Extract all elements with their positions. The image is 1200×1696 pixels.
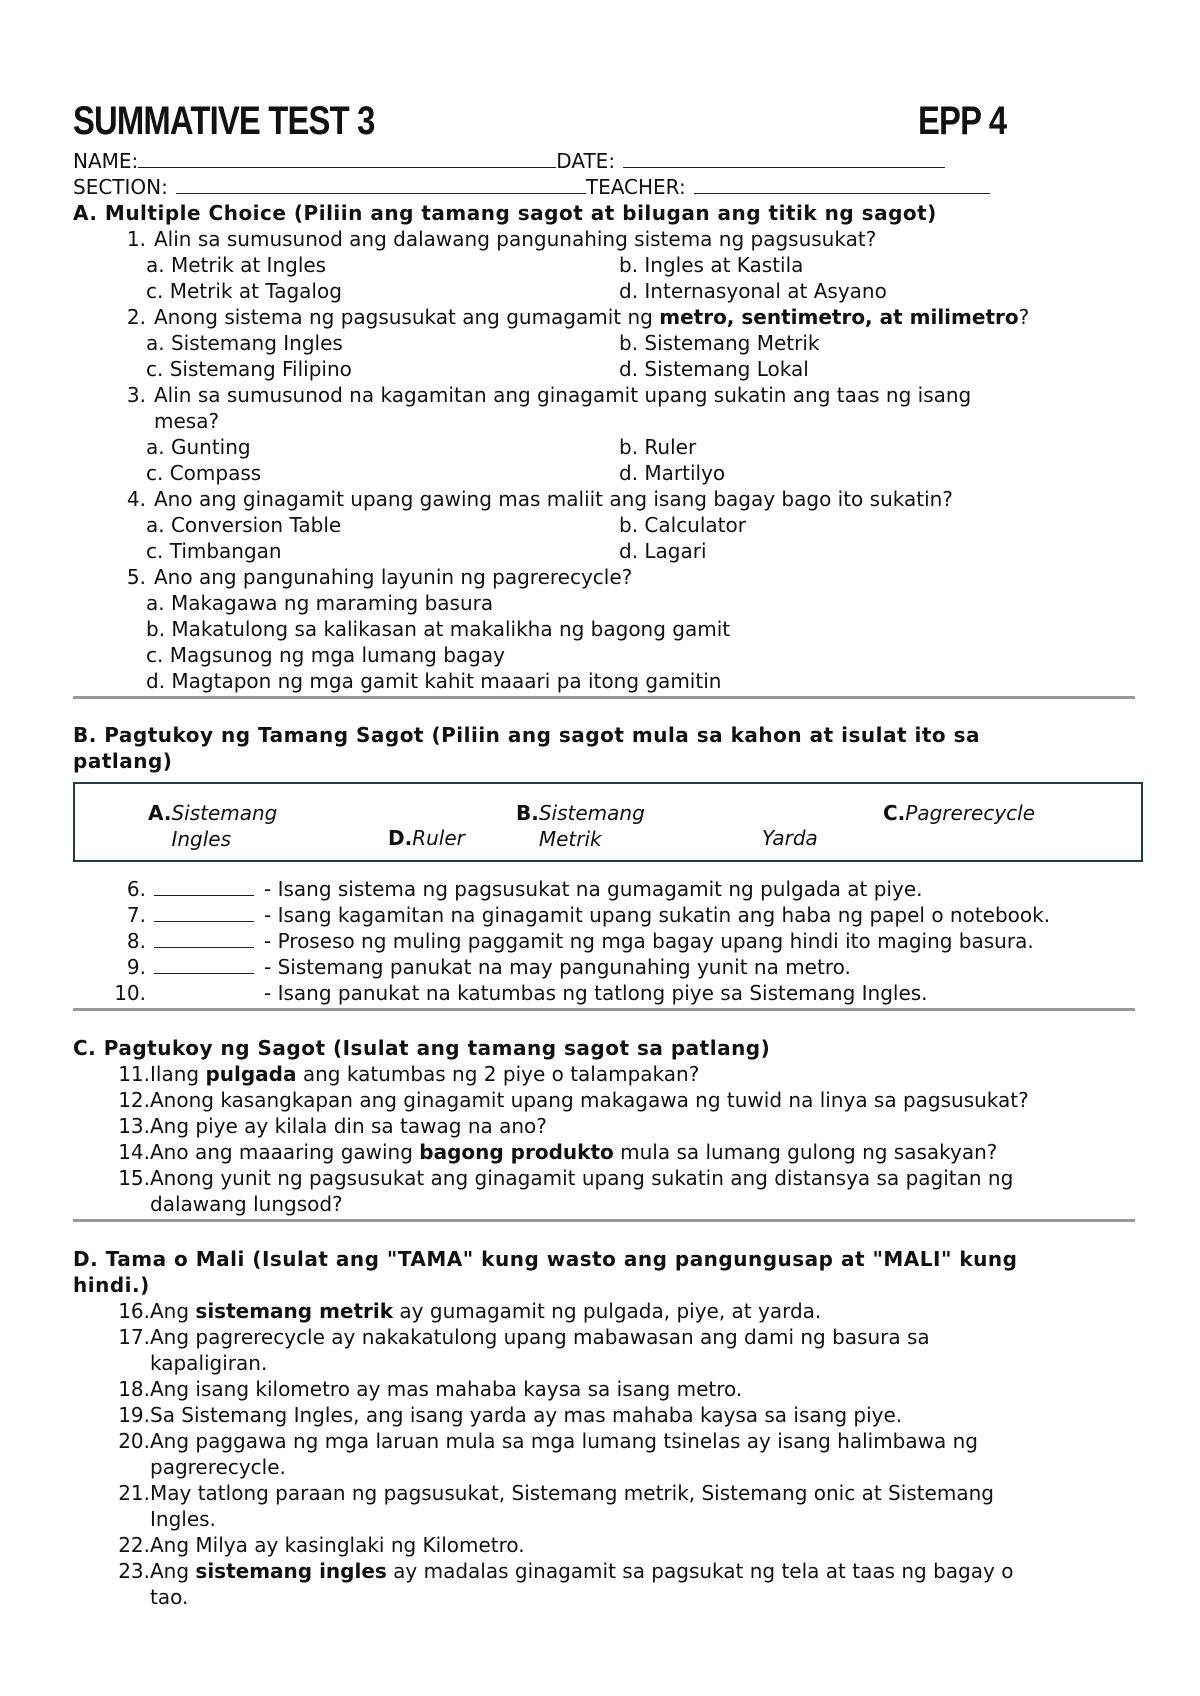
date-label: DATE: (556, 149, 616, 173)
question-2-options (73, 330, 1143, 382)
question-keyword: sistemang ingles (195, 1559, 387, 1583)
option-d[interactable]: d. Martilyo (619, 461, 726, 485)
answer-blank[interactable] (154, 902, 254, 922)
question-number: 20. (118, 1429, 150, 1453)
section-teacher-row (73, 174, 1143, 200)
question-text-end: ay gumagamit ng pulgada, piye, at yarda. (393, 1299, 822, 1323)
subject-title: EPP 4 (918, 99, 1007, 143)
question-text-start: Ang (150, 1559, 196, 1583)
item-6 (73, 876, 1143, 902)
option-c[interactable]: c. Compass (146, 461, 262, 485)
answer-choices-box (73, 782, 1143, 862)
option-a[interactable]: a. Metrik at Ingles (146, 253, 327, 277)
answer-blank[interactable] (154, 928, 254, 948)
question-keyword: pulgada (205, 1062, 297, 1086)
question-11 (73, 1061, 1143, 1087)
question-text-end: ay madalas ginagamit sa pagsukat ng tela at taas ng bagay o (386, 1559, 1014, 1583)
question-line-1: Ang paggawa ng mga laruan mula sa mga lumang tsinelas ay isang halimbawa ng (150, 1429, 978, 1453)
question-text-end: mula sa lumang gulong ng sasakyan? (613, 1140, 998, 1164)
question-line-2: pagrerecycle. (150, 1455, 286, 1479)
question-number: 22. (118, 1533, 150, 1557)
question-keyword: bagong produkto (419, 1140, 614, 1164)
question-21 (73, 1480, 1143, 1532)
title-row (73, 98, 1143, 148)
item-10 (73, 980, 1143, 1006)
item-number: 6. (126, 877, 146, 901)
choice-a (148, 800, 278, 851)
question-4-options (73, 512, 1143, 564)
question-number: 5. (126, 565, 146, 589)
question-number: 15. (118, 1166, 150, 1190)
question-number: 2. (126, 305, 146, 329)
question-5 (73, 564, 1143, 590)
item-text: - Isang sistema ng pagsusukat na gumagamit ng pulgada at piye. (264, 877, 923, 901)
question-text-start: Ang (150, 1299, 196, 1323)
question-20 (73, 1428, 1143, 1480)
heading-line-2: hindi.) (73, 1273, 150, 1297)
section-field[interactable] (176, 174, 586, 194)
question-23 (73, 1558, 1143, 1610)
question-text: Ang piye ay kilala din sa tawag na ano? (150, 1114, 547, 1138)
page-title: SUMMATIVE TEST 3 (73, 99, 375, 143)
question-number: 11. (118, 1062, 150, 1086)
question-text-start: Ano ang maaaring gawing (150, 1140, 420, 1164)
option-b[interactable]: b. Sistemang Metrik (619, 331, 820, 355)
question-keyword: metro, sentimetro, at milimetro (659, 305, 1019, 329)
question-number: 18. (118, 1377, 150, 1401)
option-d[interactable]: d. Lagari (619, 539, 707, 563)
choice-c (883, 800, 1036, 826)
heading-line-1: B. Pagtukoy ng Tamang Sagot (Piliin ang sagot mula sa kahon at isulat ito sa (73, 723, 981, 747)
question-text: Ano ang pangunahing layunin ng pagrerecycle? (154, 565, 633, 589)
question-22 (73, 1532, 1143, 1558)
question-15 (73, 1165, 1143, 1217)
option-b[interactable]: b. Ingles at Kastila (619, 253, 804, 277)
question-text: Ang Milya ay kasinglaki ng Kilometro. (150, 1533, 525, 1557)
teacher-label: TEACHER: (585, 175, 686, 199)
option-d[interactable]: d. Magtapon ng mga gamit kahit maaari pa itong gamitin (146, 669, 722, 693)
item-number: 8. (126, 929, 146, 953)
choice-letter: A. (148, 801, 172, 825)
question-1 (73, 226, 1143, 252)
question-19 (73, 1402, 1143, 1428)
question-number: 14. (118, 1140, 150, 1164)
question-3 (73, 382, 1143, 434)
question-text: Anong kasangkapan ang ginagamit upang makagawa ng tuwid na linya sa pagsusukat? (150, 1088, 1029, 1112)
question-line-1: Alin sa sumusunod na kagamitan ang ginagamit upang sukatin ang taas ng isang (154, 383, 972, 407)
item-text: - Isang kagamitan na ginagamit upang sukatin ang haba ng papel o notebook. (264, 903, 1051, 927)
item-text: - Isang panukat na katumbas ng tatlong piye sa Sistemang Ingles. (264, 981, 928, 1005)
question-number: 16. (118, 1299, 150, 1323)
choice-text: Sistemang Metrik (538, 801, 645, 851)
item-text: - Proseso ng muling paggamit ng mga bagay upang hindi ito maging basura. (264, 929, 1034, 953)
choice-letter: B. (516, 801, 539, 825)
name-date-row (73, 148, 1143, 174)
question-line-2: Ingles. (150, 1507, 216, 1531)
option-b[interactable]: b. Makatulong sa kalikasan at makalikha ng bagong gamit (146, 617, 731, 641)
question-line-1: Anong yunit ng pagsusukat ang ginagamit upang sukatin ang distansya sa pagitan ng (150, 1166, 1014, 1190)
question-text-start: Ilang (150, 1062, 206, 1086)
item-8 (73, 928, 1143, 954)
question-text (154, 304, 1143, 330)
question-17 (73, 1324, 1143, 1376)
answer-blank[interactable] (154, 876, 254, 896)
question-keyword: sistemang metrik (195, 1299, 394, 1323)
question-3-options (73, 434, 1143, 486)
question-4 (73, 486, 1143, 512)
name-label: NAME: (73, 149, 139, 173)
item-number: 9. (126, 955, 146, 979)
question-line-2: kapaligiran. (150, 1351, 268, 1375)
section-a-heading: A. Multiple Choice (Piliin ang tamang sagot at bilugan ang titik ng sagot) (73, 201, 937, 225)
question-line-1: Ang pagrerecycle ay nakakatulong upang mabawasan ang dami ng basura sa (150, 1325, 930, 1349)
option-d[interactable]: d. Internasyonal at Asyano (619, 279, 887, 303)
item-text: - Sistemang panukat na may pangunahing yunit na metro. (264, 955, 851, 979)
choice-text: Sistemang Ingles (171, 801, 278, 851)
question-text-end: ? (1018, 305, 1030, 329)
question-number: 19. (118, 1403, 150, 1427)
choice-text: Ruler (412, 826, 465, 850)
choice-e: Yarda (762, 826, 818, 850)
question-text-end: ang katumbas ng 2 piye o talampakan? (296, 1062, 700, 1086)
option-b[interactable]: b. Calculator (619, 513, 746, 537)
question-text: Alin sa sumusunod ang dalawang pangunahing sistema ng pagsusukat? (154, 227, 877, 251)
question-1-options (73, 252, 1143, 304)
question-number: 3. (126, 383, 146, 407)
option-b[interactable]: b. Ruler (619, 435, 697, 459)
question-number: 13. (118, 1114, 150, 1138)
choice-d (388, 825, 465, 851)
answer-blank[interactable] (154, 954, 254, 974)
teacher-field[interactable] (694, 174, 990, 194)
option-a[interactable]: a. Makagawa ng maraming basura (146, 591, 494, 615)
question-text: Ano ang ginagamit upang gawing mas maliit ang isang bagay bago ito sukatin? (154, 487, 953, 511)
question-12 (73, 1087, 1143, 1113)
question-2 (73, 304, 1143, 330)
item-7 (73, 902, 1143, 928)
question-number: 12. (118, 1088, 150, 1112)
question-18 (73, 1376, 1143, 1402)
item-number: 7. (126, 903, 146, 927)
question-number: 21. (118, 1481, 150, 1505)
question-14 (73, 1139, 1143, 1165)
question-13 (73, 1113, 1143, 1139)
question-line-2: dalawang lungsod? (150, 1192, 343, 1216)
section-b-heading (73, 722, 1143, 774)
section-label: SECTION: (73, 175, 168, 199)
question-text: Ang isang kilometro ay mas mahaba kaysa sa isang metro. (150, 1377, 743, 1401)
option-a[interactable]: a. Conversion Table (146, 513, 342, 537)
choice-text: Pagrerecycle (905, 801, 1036, 825)
answer-blank[interactable] (154, 980, 254, 999)
option-c[interactable]: c. Magsunog ng mga lumang bagay (146, 643, 505, 667)
question-text: Sa Sistemang Ingles, ang isang yarda ay mas mahaba kaysa sa isang piye. (150, 1403, 903, 1427)
choice-letter: C. (883, 801, 906, 825)
section-d-heading (73, 1246, 1143, 1298)
question-number: 4. (126, 487, 146, 511)
name-field[interactable] (138, 148, 556, 168)
question-text-start: Anong sistema ng pagsusukat ang gumagamit ng (154, 305, 660, 329)
question-line-1: May tatlong paraan ng pagsusukat, Sistemang metrik, Sistemang onic at Sistemang (150, 1481, 994, 1505)
option-a[interactable]: a. Sistemang Ingles (146, 331, 343, 355)
choice-b (516, 800, 645, 851)
item-9 (73, 954, 1143, 980)
choice-letter: D. (388, 826, 413, 850)
question-line-2: mesa? (154, 409, 220, 433)
question-line-2: tao. (150, 1585, 189, 1609)
option-a[interactable]: a. Gunting (146, 435, 251, 459)
option-c[interactable]: c. Metrik at Tagalog (146, 279, 342, 303)
question-number: 23. (118, 1559, 150, 1583)
item-number: 10. (114, 981, 146, 1005)
heading-line-1: D. Tama o Mali (Isulat ang "TAMA" kung wasto ang pangungusap at "MALI" kung (73, 1247, 1018, 1271)
question-number: 17. (118, 1325, 150, 1349)
section-c-heading: C. Pagtukoy ng Sagot (Isulat ang tamang sagot sa patlang) (73, 1036, 771, 1060)
question-16 (73, 1298, 1143, 1324)
heading-line-2: patlang) (73, 749, 173, 773)
question-number: 1. (126, 227, 146, 251)
test-page (73, 98, 1143, 1610)
question-text (154, 382, 1143, 434)
option-c[interactable]: c. Timbangan (146, 539, 282, 563)
option-d[interactable]: d. Sistemang Lokal (619, 357, 809, 381)
date-field[interactable] (623, 148, 945, 168)
option-c[interactable]: c. Sistemang Filipino (146, 357, 352, 381)
